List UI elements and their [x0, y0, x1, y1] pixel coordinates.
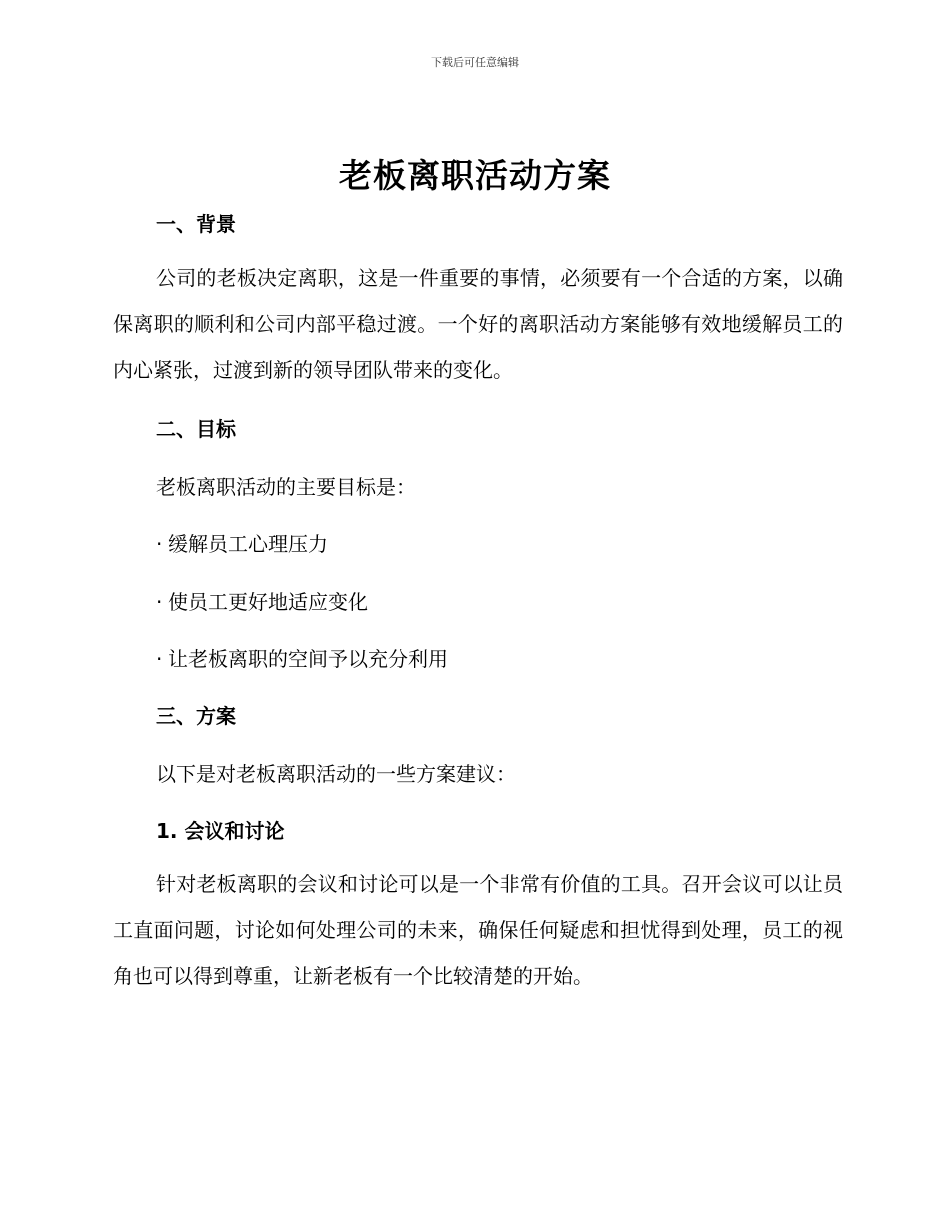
bullet-icon: · — [156, 532, 163, 556]
sub-heading-meeting: 1. 会议和讨论 — [156, 819, 285, 843]
header-note: 下载后可任意编辑 — [431, 56, 519, 69]
bullet-icon: · — [156, 590, 163, 614]
document-title: 老板离职活动方案 — [339, 156, 611, 195]
section-heading-plan: 三、方案 — [156, 704, 236, 728]
goal-item — [156, 528, 328, 557]
goal-item — [156, 643, 448, 672]
background-paragraph: 公司的老板决定离职，这是一件重要的事情，必须要有一个合适的方案，以确保离职的顺利和公司内部平稳过渡。一个好的离职活动方案能够有效地缓解员工的内心紧张，过渡到新的领导团队带来的变化。 — [113, 266, 843, 382]
goal-item-text: 缓解员工心理压力 — [168, 532, 328, 556]
section-heading-goals: 二、目标 — [156, 417, 236, 441]
section-heading-background: 一、背景 — [156, 212, 236, 236]
goal-item-text: 让老板离职的空间予以充分利用 — [168, 647, 448, 671]
meeting-paragraph: 针对老板离职的会议和讨论可以是一个非常有价值的工具。召开会议可以让员工直面问题，讨论如何处理公司的未来，确保任何疑虑和担忧得到处理，员工的视角也可以得到尊重，让新老板有一个比较清楚的开始。 — [113, 872, 843, 988]
goals-intro: 老板离职活动的主要目标是： — [156, 475, 416, 499]
goal-item-text: 使员工更好地适应变化 — [168, 590, 368, 614]
bullet-icon: · — [156, 647, 163, 671]
plan-intro: 以下是对老板离职活动的一些方案建议： — [156, 762, 516, 786]
goal-item — [156, 586, 368, 615]
